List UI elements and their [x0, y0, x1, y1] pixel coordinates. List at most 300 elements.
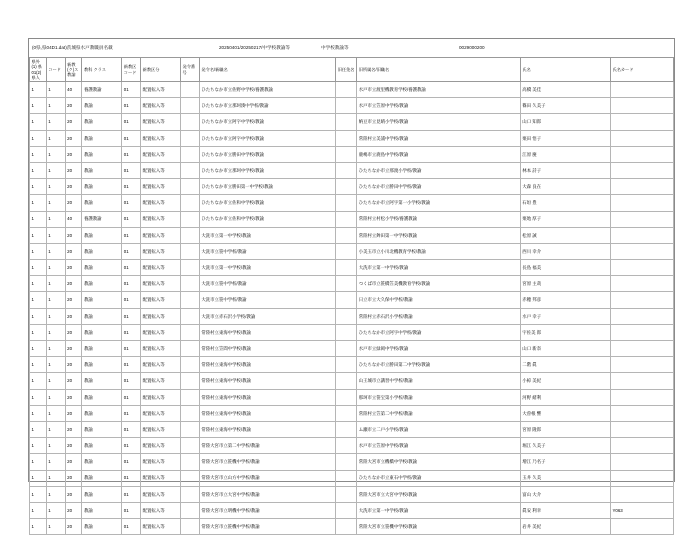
table-cell: 1 — [46, 486, 65, 502]
table-cell: 1 — [30, 195, 47, 211]
table-row — [30, 405, 674, 421]
table-cell: 1 — [30, 438, 47, 454]
table-cell: 石垣 豊 — [520, 195, 610, 211]
table-cell: 配置転入等 — [141, 114, 181, 130]
table-cell: 大森 良在 — [520, 179, 610, 195]
table-cell — [610, 324, 673, 340]
table-cell — [181, 373, 200, 389]
table-cell: 01 — [122, 195, 141, 211]
table-cell: 1 — [30, 324, 47, 340]
table-cell: 養護教諭 — [82, 211, 122, 227]
table-cell: 納豆市立見晴小学校/教諭 — [357, 114, 521, 130]
table-cell — [610, 389, 673, 405]
table-cell: 20 — [65, 114, 82, 130]
table-cell — [336, 243, 357, 259]
table-cell — [336, 179, 357, 195]
table-cell: ひたちなか市立阿字中学校/教諭 — [199, 130, 335, 146]
table-cell: 01 — [122, 405, 141, 421]
table-cell: 常陸村立鉾田第一中学校/教諭 — [357, 227, 521, 243]
table-cell: 鹿嶋市立鹿島中学校/教諭 — [357, 146, 521, 162]
table-cell — [181, 98, 200, 114]
table-cell: 教諭 — [82, 341, 122, 357]
table-cell: 教諭 — [82, 130, 122, 146]
table-cell — [336, 502, 357, 518]
table-cell: 1 — [46, 470, 65, 486]
table-cell — [610, 146, 673, 162]
table-cell — [181, 421, 200, 437]
table-cell: 20 — [65, 438, 82, 454]
table-cell: ひたちなか市立阿字中学校/教諭 — [357, 324, 521, 340]
table-cell — [336, 146, 357, 162]
table-cell: 常陸村立東海中学校/教諭 — [199, 324, 335, 340]
table-cell — [336, 438, 357, 454]
table-cell: 教諭 — [82, 114, 122, 130]
table-cell: ひたちなか市立東石中学校/教諭 — [357, 470, 521, 486]
table-cell: 1 — [46, 389, 65, 405]
table-cell — [336, 308, 357, 324]
table-cell: 教諭 — [82, 276, 122, 292]
table-row — [30, 486, 674, 502]
table-cell: 01 — [122, 373, 141, 389]
table-cell: ひたちなか市立佐和中学校/教諭 — [199, 211, 335, 227]
table-cell — [181, 82, 200, 98]
table-cell: 20 — [65, 292, 82, 308]
table-cell: 配置転入等 — [141, 146, 181, 162]
table-cell: 配置転入等 — [141, 276, 181, 292]
table-cell — [181, 292, 200, 308]
table-cell — [181, 195, 200, 211]
table-cell: ム瀬市立二戸小学校/教諭 — [357, 421, 521, 437]
table-cell: 01 — [122, 82, 141, 98]
table-cell: 松原 誠 — [520, 227, 610, 243]
table-cell: 常陸村立村松小学校/養護教諭 — [357, 211, 521, 227]
table-cell: 20 — [65, 373, 82, 389]
table-cell: 01 — [122, 211, 141, 227]
table-cell: 配置転入等 — [141, 227, 181, 243]
table-header-row — [30, 58, 674, 82]
table-cell: 教諭 — [82, 502, 122, 518]
table-cell: 教諭 — [82, 98, 122, 114]
table-cell: 20 — [65, 389, 82, 405]
col-header-10: 氏名 — [520, 58, 610, 82]
table-cell: 教諭 — [82, 227, 122, 243]
table-cell: 栗田 悟子 — [520, 130, 610, 146]
table-cell: 配置転入等 — [141, 308, 181, 324]
table-cell: 教諭 — [82, 179, 122, 195]
table-cell: 20 — [65, 130, 82, 146]
table-cell: ひたちなか市立勝田第二中学校/教諭 — [357, 357, 521, 373]
table-cell: 江原 慶 — [520, 146, 610, 162]
table-cell: 配置転入等 — [141, 389, 181, 405]
table-cell: 山口 新奈 — [520, 341, 610, 357]
table-cell: 岩井 美紀 — [520, 519, 610, 535]
table-cell: 1 — [30, 470, 47, 486]
table-cell: 教諭 — [82, 470, 122, 486]
table-cell: 1 — [46, 341, 65, 357]
col-header-6: 発令番号 — [181, 58, 200, 82]
table-row — [30, 389, 674, 405]
table-cell: 1 — [30, 162, 47, 178]
table-cell: 河野 緒利 — [520, 389, 610, 405]
table-cell: 1 — [46, 146, 65, 162]
table-cell: 堀江 久美子 — [520, 438, 610, 454]
table-cell: ひたちなか市立勝田中学校/教諭 — [357, 179, 521, 195]
table-cell: 配置転入等 — [141, 357, 181, 373]
col-header-2: 新教(ク)ス 教諭 — [65, 58, 82, 82]
table-cell: 1 — [46, 114, 65, 130]
table-row — [30, 324, 674, 340]
table-cell: 常陸村立赤石沢小学校/教諭 — [357, 308, 521, 324]
table-cell: 教諭 — [82, 308, 122, 324]
table-cell: 1 — [30, 243, 47, 259]
table-cell — [610, 454, 673, 470]
table-cell: 常陸大宮市立大宮中学校/教諭 — [357, 486, 521, 502]
col-header-5: 新教区分 — [141, 58, 181, 82]
table-body — [30, 82, 674, 535]
table-cell — [181, 130, 200, 146]
table-cell: 20 — [65, 421, 82, 437]
table-cell: 教諭 — [82, 146, 122, 162]
table-cell: 大洗市立第一中学校/教諭 — [199, 227, 335, 243]
header-title-label: 中学校教諭等 — [321, 45, 349, 50]
table-cell: 配置転入等 — [141, 195, 181, 211]
table-cell: 常陸大宮市立機橋中学校/教諭 — [357, 454, 521, 470]
table-header — [30, 58, 674, 82]
table-cell: 教諭 — [82, 243, 122, 259]
table-cell: 20 — [65, 146, 82, 162]
table-cell: 赤穂 邦彦 — [520, 292, 610, 308]
table-cell: 1 — [30, 389, 47, 405]
table-cell: 1 — [30, 98, 47, 114]
table-cell: 教諭 — [82, 486, 122, 502]
table-cell: 小椋 美紀 — [520, 373, 610, 389]
table-cell: 増江 乃名子 — [520, 454, 610, 470]
table-cell: 配置転入等 — [141, 470, 181, 486]
table-cell: 01 — [122, 421, 141, 437]
table-cell — [336, 162, 357, 178]
table-cell: ひたちなか市立那珂湊中学校/教諭 — [199, 98, 335, 114]
table-cell — [610, 470, 673, 486]
table-cell: 配置転入等 — [141, 324, 181, 340]
table-cell — [181, 260, 200, 276]
table-cell: 20 — [65, 195, 82, 211]
table-cell: 1 — [30, 146, 47, 162]
table-cell: 高橋 美佳 — [520, 82, 610, 98]
table-cell: 水戸市立笠原中学校/教諭 — [357, 438, 521, 454]
table-cell: 常陸大宮市立第二中学校/教諭 — [199, 438, 335, 454]
table-cell: 宮原 隆郎 — [520, 421, 610, 437]
table-cell: ひたちなか市立佐和中学校/教諭 — [199, 195, 335, 211]
table-row — [30, 98, 674, 114]
table-cell: 1 — [30, 502, 47, 518]
table-cell: 大洗市立第一中学校/教諭 — [357, 260, 521, 276]
table-cell — [610, 486, 673, 502]
table-cell: 40 — [65, 211, 82, 227]
table-cell: ひたちなか市立那渡小学校/教諭 — [357, 162, 521, 178]
table-cell — [610, 405, 673, 421]
table-cell — [610, 195, 673, 211]
table-cell: 教諭 — [82, 421, 122, 437]
table-cell — [336, 470, 357, 486]
table-cell: 教諭 — [82, 324, 122, 340]
spreadsheet-sheet — [28, 38, 675, 530]
table-cell: 那珂市立笹宝第小学校/教諭 — [357, 389, 521, 405]
table-row — [30, 438, 674, 454]
table-cell — [610, 162, 673, 178]
table-cell: 20 — [65, 324, 82, 340]
table-cell: 常陸村立笠第二中学校/教諭 — [357, 405, 521, 421]
table-cell: 大洗市立笹中学校/教諭 — [199, 276, 335, 292]
table-cell — [336, 341, 357, 357]
table-cell — [181, 357, 200, 373]
table-cell: 20 — [65, 405, 82, 421]
table-cell: 01 — [122, 276, 141, 292]
table-cell: 配置転入等 — [141, 373, 181, 389]
table-cell — [610, 130, 673, 146]
table-cell — [181, 114, 200, 130]
table-cell: 常陸大宮市立笹機中学校/教諭 — [199, 519, 335, 535]
table-cell: 玉井 久美 — [520, 470, 610, 486]
table-row — [30, 179, 674, 195]
table-cell — [336, 324, 357, 340]
table-cell: 教諭 — [82, 260, 122, 276]
table-cell — [610, 98, 673, 114]
table-cell: 宇佐美 郎 — [520, 324, 610, 340]
table-cell — [610, 276, 673, 292]
table-cell: つくば市立笹橋笠美機教育学校/教諭 — [357, 276, 521, 292]
table-cell: 常陸大宮市立大宮中学校/教諭 — [199, 486, 335, 502]
table-cell: 山口 知郎 — [520, 114, 610, 130]
table-cell — [610, 373, 673, 389]
table-cell: 01 — [122, 324, 141, 340]
table-cell: 配置転入等 — [141, 502, 181, 518]
table-cell: 大洗市立笹中学校/教諭 — [199, 292, 335, 308]
table-cell: 養護教諭 — [82, 82, 122, 98]
table-cell — [336, 421, 357, 437]
table-cell: 配置転入等 — [141, 162, 181, 178]
records-table — [29, 57, 674, 535]
table-cell: 常陸村立東海中学校/教諭 — [199, 389, 335, 405]
table-cell: 配置転入等 — [141, 260, 181, 276]
table-cell: 小美玉市立小川北機教育学校/教諭 — [357, 243, 521, 259]
table-cell: 1 — [30, 357, 47, 373]
table-cell: 常陸大宮市立山方中学校/教諭 — [199, 470, 335, 486]
table-cell: 20 — [65, 454, 82, 470]
table-cell — [181, 324, 200, 340]
table-row — [30, 114, 674, 130]
table-cell — [610, 260, 673, 276]
table-cell: 01 — [122, 502, 141, 518]
table-cell: 1 — [46, 502, 65, 518]
table-cell: 1 — [46, 162, 65, 178]
table-cell: 西川 幸介 — [520, 243, 610, 259]
table-cell: 1 — [46, 405, 65, 421]
table-cell: 20 — [65, 179, 82, 195]
table-cell — [181, 519, 200, 535]
table-cell: 日立市立大久保中学校/教諭 — [357, 292, 521, 308]
table-cell: 1 — [46, 421, 65, 437]
table-cell — [181, 243, 200, 259]
header-file-label: (0県,県04D1.dat)茨城県水戸教職員名載 — [32, 45, 113, 50]
table-cell — [336, 130, 357, 146]
table-row — [30, 276, 674, 292]
table-cell: 1 — [46, 260, 65, 276]
table-cell: 林本 詩子 — [520, 162, 610, 178]
table-cell — [610, 438, 673, 454]
table-cell: 20 — [65, 519, 82, 535]
table-row — [30, 454, 674, 470]
table-row — [30, 162, 674, 178]
table-cell: 常陸村立東海中学校/教諭 — [199, 405, 335, 421]
table-cell: ひたちなか市立勝田中学校/教諭 — [199, 146, 335, 162]
table-cell — [610, 211, 673, 227]
table-cell: 配置転入等 — [141, 130, 181, 146]
table-cell: 常陸大宮市立笹機中学校/教諭 — [199, 454, 335, 470]
table-cell: 01 — [122, 227, 141, 243]
table-cell: 40 — [65, 82, 82, 98]
table-cell — [336, 519, 357, 535]
table-cell: 20 — [65, 341, 82, 357]
table-cell — [181, 470, 200, 486]
table-cell: 1 — [46, 373, 65, 389]
table-cell: 20 — [65, 276, 82, 292]
table-cell: 1 — [46, 130, 65, 146]
table-cell — [610, 243, 673, 259]
col-header-11: 氏名カード — [610, 58, 673, 82]
table-cell — [336, 227, 357, 243]
table-cell: ひたちなか市立阿字第一小学校/教諭 — [357, 195, 521, 211]
table-cell — [336, 114, 357, 130]
table-cell: 常陸村立美浦中学校/教諭 — [357, 130, 521, 146]
table-cell: 1 — [46, 195, 65, 211]
table-cell: 01 — [122, 243, 141, 259]
table-cell — [336, 276, 357, 292]
table-cell — [181, 146, 200, 162]
table-cell: 1 — [30, 341, 47, 357]
table-cell: 教諭 — [82, 357, 122, 373]
table-cell: 1 — [30, 114, 47, 130]
table-cell — [336, 373, 357, 389]
table-cell: 教諭 — [82, 389, 122, 405]
table-cell — [181, 341, 200, 357]
table-cell: 配置転入等 — [141, 486, 181, 502]
table-cell: 常陸村立東海中学校/教諭 — [199, 373, 335, 389]
table-cell — [610, 82, 673, 98]
table-cell: 1 — [30, 519, 47, 535]
table-cell: 配置転入等 — [141, 98, 181, 114]
table-cell: 配置転入等 — [141, 405, 181, 421]
table-cell: 1 — [46, 82, 65, 98]
table-cell: 1 — [46, 324, 65, 340]
table-row — [30, 373, 674, 389]
table-cell — [181, 486, 200, 502]
sheet-header-line — [29, 39, 674, 57]
table-row — [30, 227, 674, 243]
table-row — [30, 470, 674, 486]
table-cell — [181, 179, 200, 195]
table-cell — [181, 405, 200, 421]
table-cell: ひたちなか市立那珂中学校/教諭 — [199, 162, 335, 178]
col-header-8: 旧任免名 — [336, 58, 357, 82]
table-cell — [336, 389, 357, 405]
table-cell — [181, 211, 200, 227]
table-cell: 01 — [122, 308, 141, 324]
table-cell: 01 — [122, 341, 141, 357]
table-cell: 教諭 — [82, 519, 122, 535]
table-cell: 1 — [46, 357, 65, 373]
table-cell: 常陸大宮市立明機中学校/教諭 — [199, 502, 335, 518]
table-cell: 1 — [30, 276, 47, 292]
table-cell: 1 — [30, 130, 47, 146]
table-cell: 1 — [30, 308, 47, 324]
table-cell: 1 — [30, 179, 47, 195]
table-row — [30, 421, 674, 437]
table-row — [30, 195, 674, 211]
table-cell — [181, 502, 200, 518]
table-cell: 富山 大介 — [520, 486, 610, 502]
table-cell: 教諭 — [82, 162, 122, 178]
table-cell: 01 — [122, 162, 141, 178]
table-cell — [336, 82, 357, 98]
table-cell: 配置転入等 — [141, 292, 181, 308]
table-row — [30, 211, 674, 227]
table-cell: 教諭 — [82, 405, 122, 421]
table-cell: 1 — [46, 211, 65, 227]
table-cell: 20 — [65, 486, 82, 502]
table-cell: 大洗市立笹中学校/教諭 — [199, 243, 335, 259]
table-cell — [610, 519, 673, 535]
table-row — [30, 260, 674, 276]
table-cell: 1 — [30, 211, 47, 227]
table-cell: 01 — [122, 357, 141, 373]
table-cell: 配置転入等 — [141, 438, 181, 454]
table-cell: 20 — [65, 98, 82, 114]
table-row — [30, 243, 674, 259]
table-cell — [336, 454, 357, 470]
table-cell — [336, 486, 357, 502]
table-cell: 20 — [65, 470, 82, 486]
table-cell: 宮原 主哉 — [520, 276, 610, 292]
header-code-label: 0029000200 — [459, 45, 485, 50]
table-cell: 1 — [30, 421, 47, 437]
table-cell: Y063 — [610, 502, 673, 518]
table-cell: 長島 福美 — [520, 260, 610, 276]
table-cell: 配置転入等 — [141, 341, 181, 357]
table-cell — [610, 308, 673, 324]
col-header-9: 旧所属名/旧職名 — [357, 58, 521, 82]
table-cell: 01 — [122, 389, 141, 405]
table-cell: 教諭 — [82, 292, 122, 308]
table-cell: 01 — [122, 146, 141, 162]
table-cell: 20 — [65, 260, 82, 276]
table-cell: 配置転入等 — [141, 519, 181, 535]
table-cell: 20 — [65, 162, 82, 178]
col-header-3: 教科 クラス — [82, 58, 122, 82]
table-cell: 篠田 久美子 — [520, 98, 610, 114]
table-cell: 1 — [46, 292, 65, 308]
table-cell: 大洗市立赤石沢小学校/教諭 — [199, 308, 335, 324]
table-cell: ひたちなか市立勝田第一中学校/教諭 — [199, 179, 335, 195]
table-cell: 水戸市立笠原中学校/教諭 — [357, 98, 521, 114]
table-cell: 1 — [30, 373, 47, 389]
table-cell: 山王城市立講習中学校/教諭 — [357, 373, 521, 389]
table-cell: 01 — [122, 454, 141, 470]
table-cell: 常陸村立東海中学校/教諭 — [199, 357, 335, 373]
table-cell: 1 — [46, 276, 65, 292]
table-cell: 1 — [30, 292, 47, 308]
table-cell — [181, 162, 200, 178]
table-cell: 01 — [122, 114, 141, 130]
